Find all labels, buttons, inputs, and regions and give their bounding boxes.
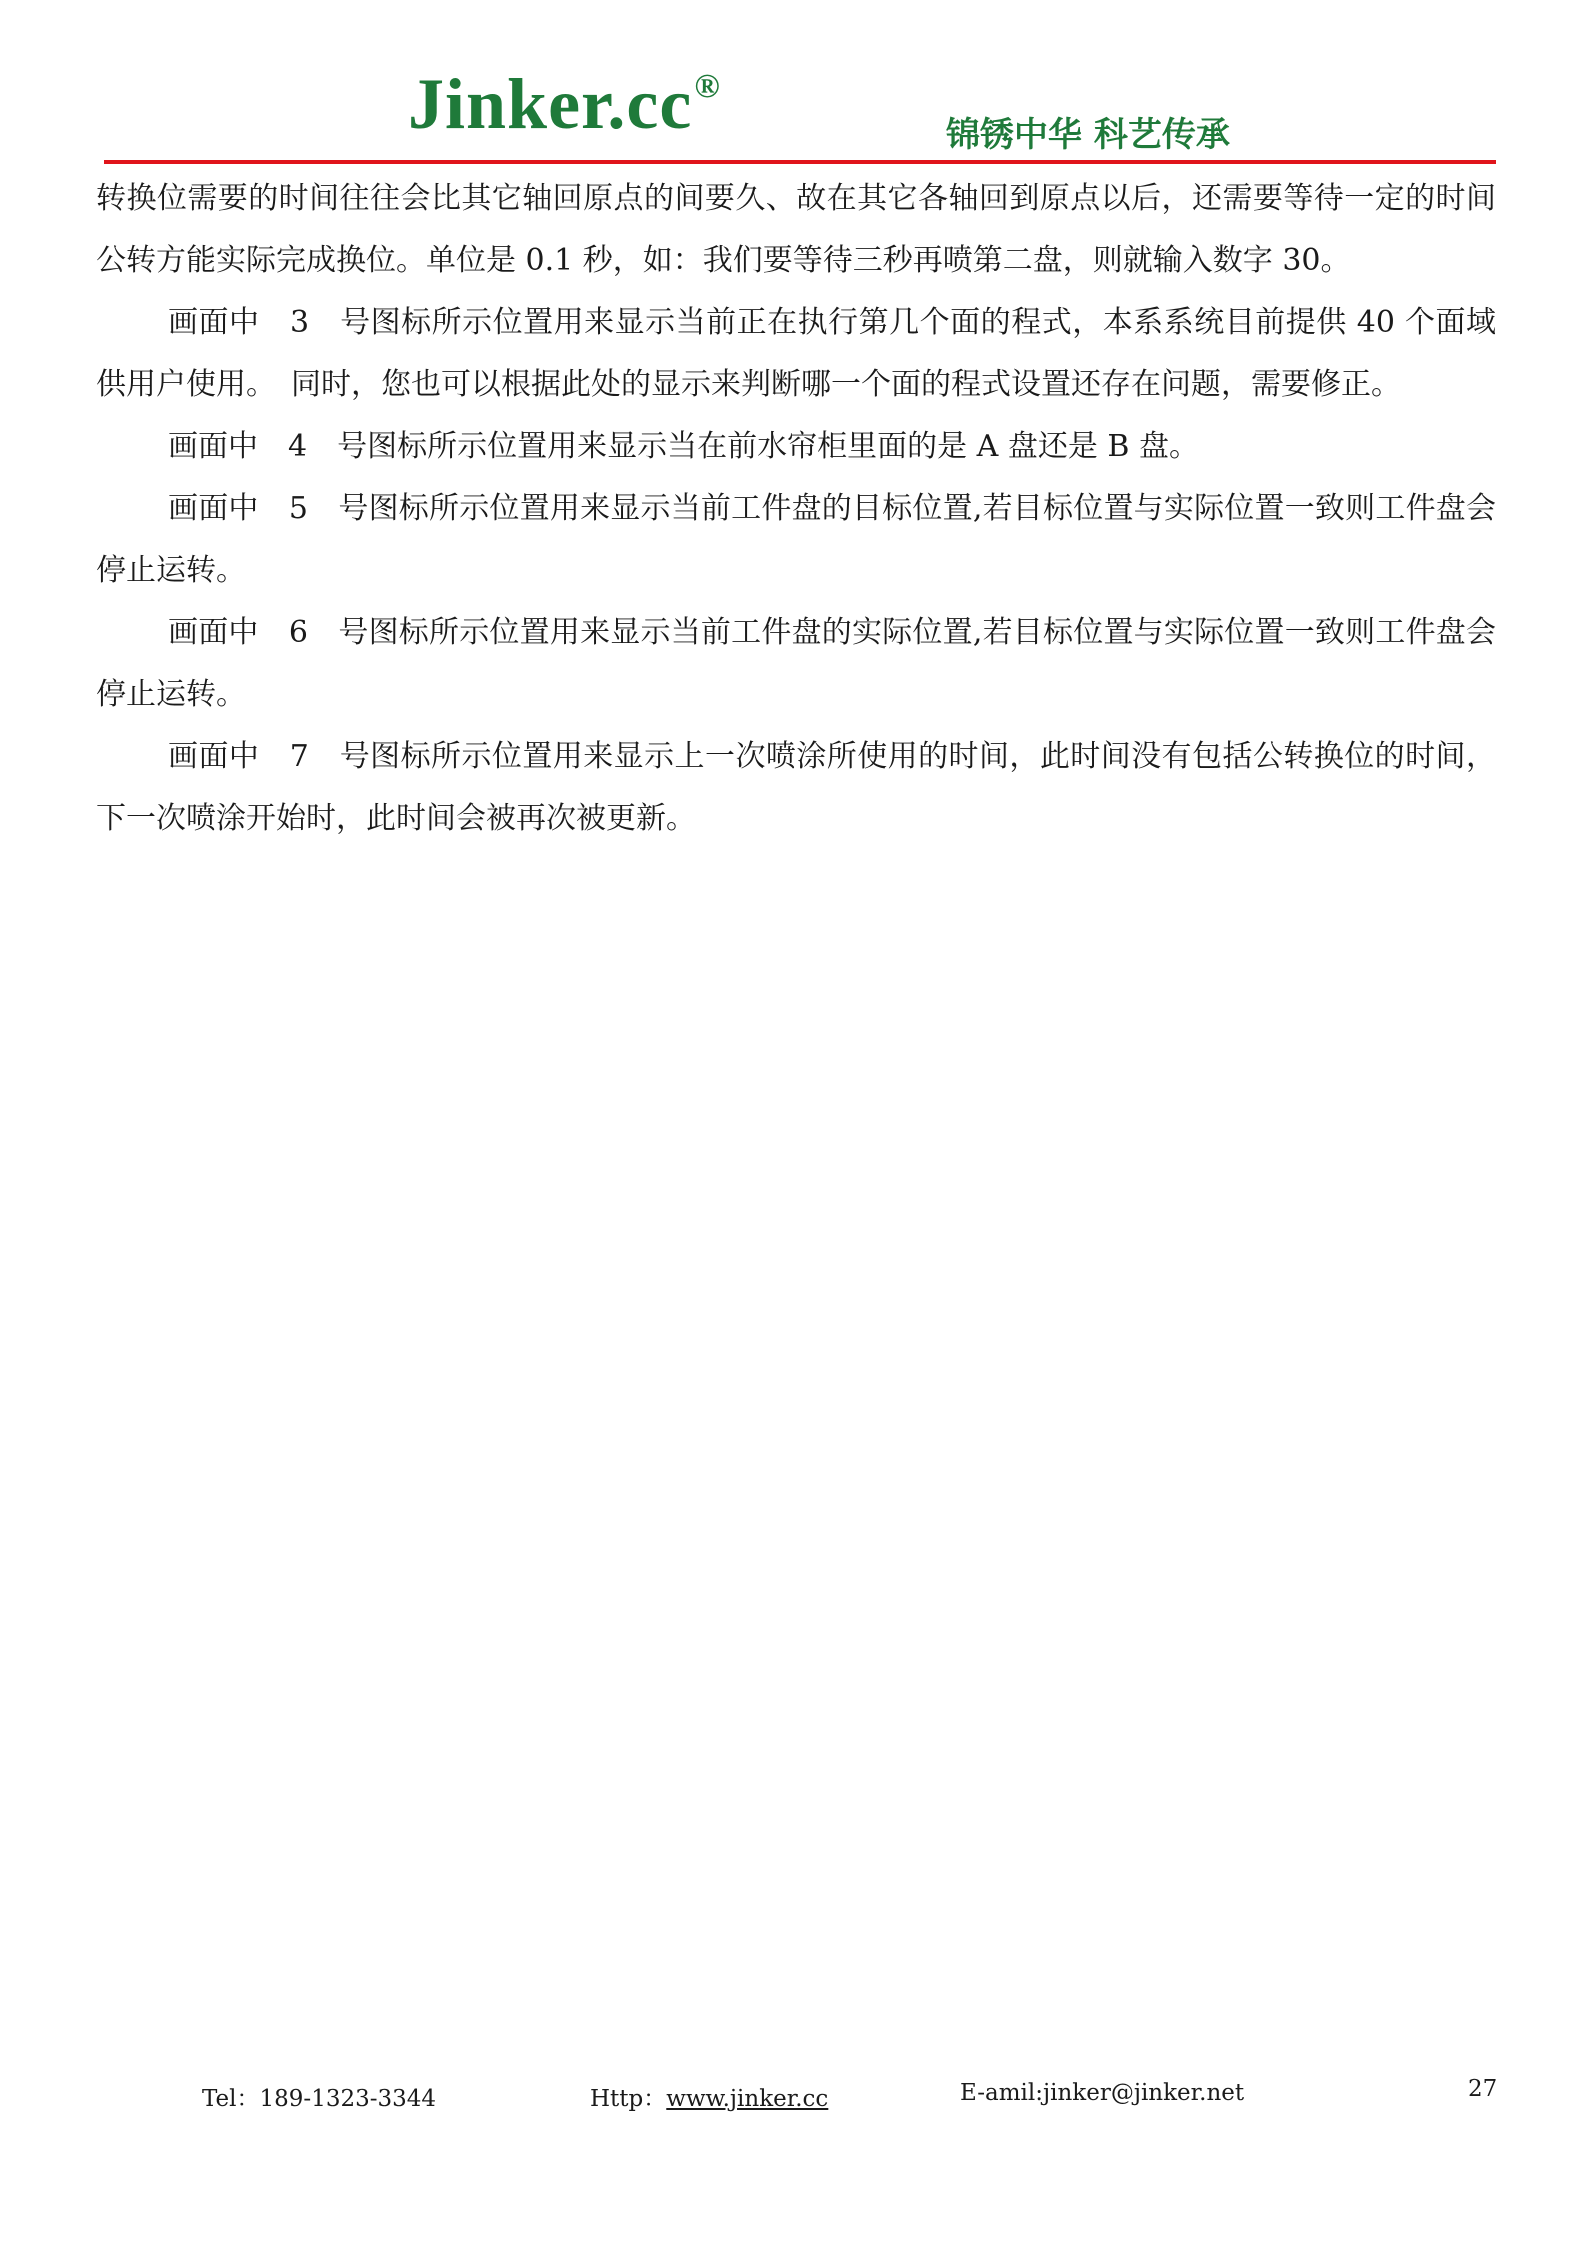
registered-mark: ® xyxy=(694,68,721,105)
page-footer xyxy=(0,2076,1587,2120)
document-body xyxy=(96,168,1496,850)
brand-logo xyxy=(408,64,721,144)
footer-http-label: Http： xyxy=(590,2086,667,2112)
paragraph-3: 画面中 4 号图标所示位置用来显示当在前水帘柜里面的是 A 盘还是 B 盘。 xyxy=(168,429,1199,464)
page-number: 27 xyxy=(1468,2076,1498,2102)
header-divider xyxy=(104,160,1496,164)
paragraph-2: 画面中 3 号图标所示位置用来显示当前正在执行第几个面的程式，本系系统目前提供 40 个面域供用户使用。 同时，您也可以根据此处的显示来判断哪一个面的程式设置还存在问题，需要修正。 xyxy=(96,305,1496,402)
logo-text: Jinker.cc xyxy=(408,64,693,144)
footer-email: E-amil:jinker@jinker.net xyxy=(960,2080,1245,2106)
paragraph-4: 画面中 5 号图标所示位置用来显示当前工件盘的目标位置,若目标位置与实际位置一致则工件盘会停止运转。 xyxy=(96,491,1496,588)
paragraph-1: 转换位需要的时间往往会比其它轴回原点的间要久、故在其它各轴回到原点以后，还需要等待一定的时间公转方能实际完成换位。单位是 0.1 秒，如：我们要等待三秒再喷第二盘，则就输入数字 30。 xyxy=(96,181,1496,278)
page-header xyxy=(0,0,1587,170)
paragraph-5: 画面中 6 号图标所示位置用来显示当前工件盘的实际位置,若目标位置与实际位置一致则工件盘会停止运转。 xyxy=(96,615,1496,712)
footer-http xyxy=(590,2080,828,2113)
header-slogan: 锦锈中华 科艺传承 xyxy=(946,115,1230,155)
paragraph-6: 画面中 7 号图标所示位置用来显示上一次喷涂所使用的时间，此时间没有包括公转换位的时间，下一次喷涂开始时，此时间会被再次被更新。 xyxy=(96,739,1496,836)
footer-website-link[interactable]: www.jinker.cc xyxy=(666,2086,829,2112)
footer-tel: Tel：189-1323-3344 xyxy=(202,2086,437,2112)
